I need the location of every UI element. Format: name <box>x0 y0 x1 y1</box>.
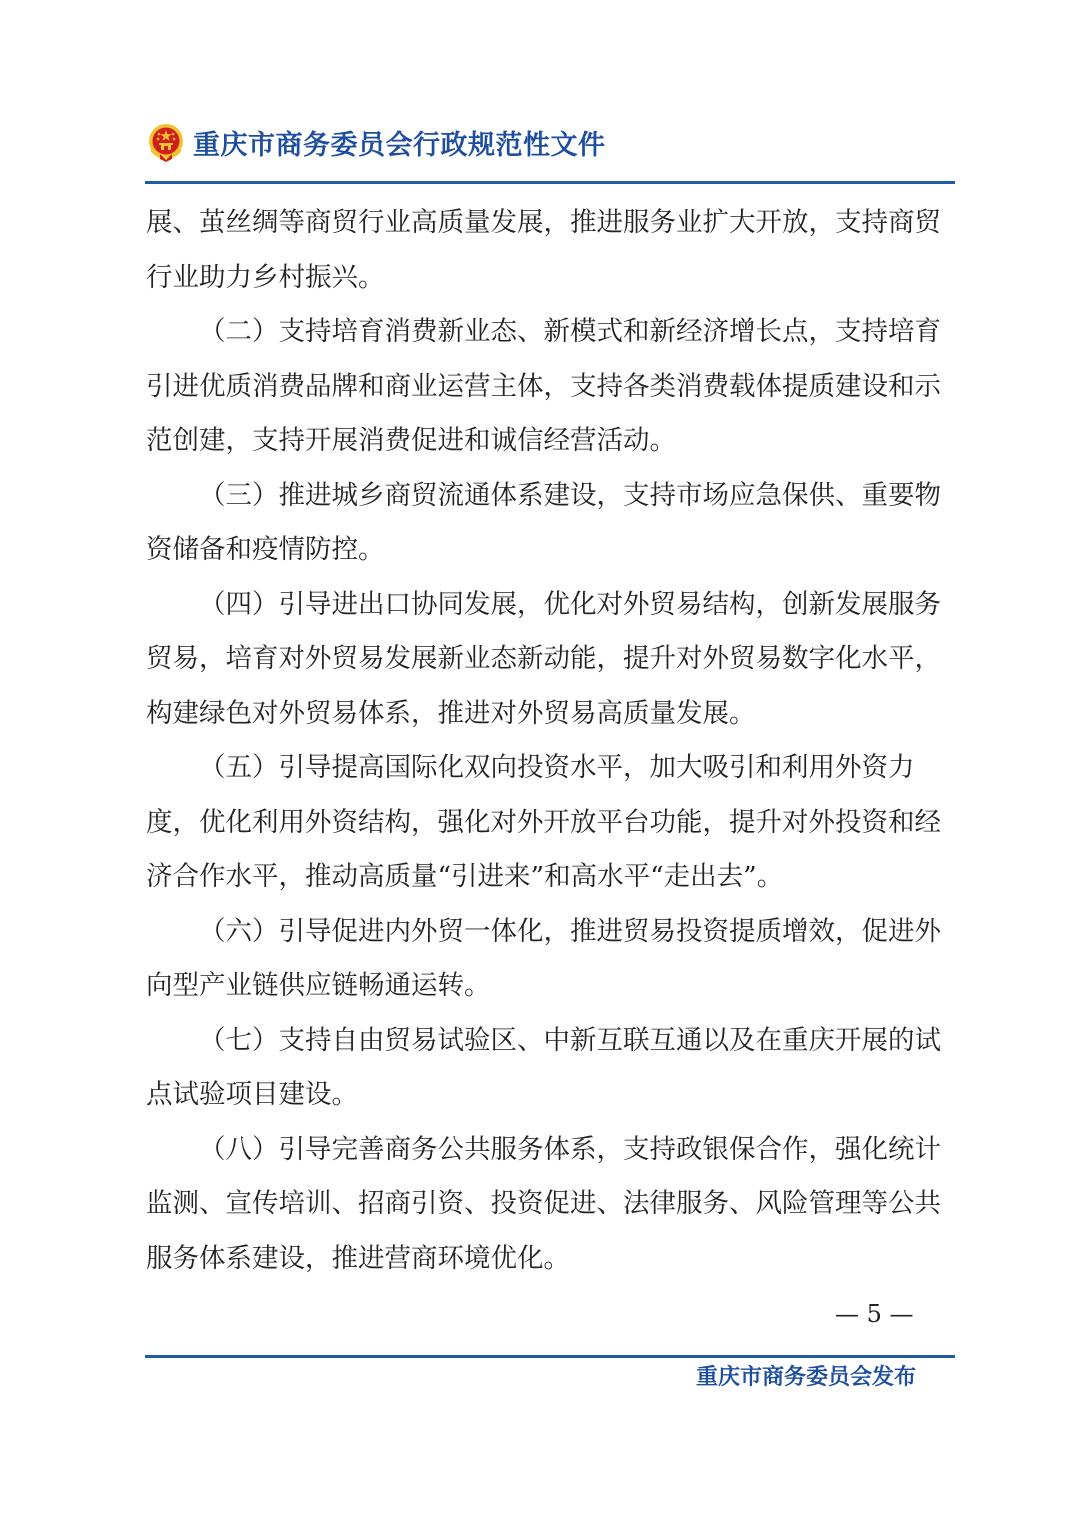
body-paragraph: （七）支持自由贸易试验区、中新互联互通以及在重庆开展的试点试验项目建设。 <box>146 1024 941 1110</box>
body-paragraph: （四）引导进出口协同发展，优化对外贸易结构，创新发展服务贸易，培育对外贸易发展新业态新动能，提升对外贸易数字化水平，构建绿色对外贸易体系，推进对外贸易高质量发展。 <box>146 588 941 729</box>
body-paragraph: （六）引导促进内外贸一体化，推进贸易投资提质增效，促进外向型产业链供应链畅通运转。 <box>146 915 941 1001</box>
document-body <box>146 196 946 1286</box>
body-paragraph: （三）推进城乡商贸流通体系建设，支持市场应急保供、重要物资储备和疫情防控。 <box>146 479 941 565</box>
national-emblem-icon <box>145 121 187 163</box>
body-paragraph: （八）引导完善商务公共服务体系，支持政银保合作，强化统计监测、宣传培训、招商引资、投资促进、法律服务、风险管理等公共服务体系建设，推进营商环境优化。 <box>146 1133 941 1274</box>
footer-publisher: 重庆市商务委员会发布 <box>695 1365 916 1390</box>
header-divider <box>145 181 955 184</box>
body-paragraph: （二）支持培育消费新业态、新模式和新经济增长点，支持培育引进优质消费品牌和商业运营主体，支持各类消费载体提质建设和示范创建，支持开展消费促进和诚信经营活动。 <box>146 316 941 456</box>
document-header <box>145 118 606 166</box>
page-number: — 5 — <box>835 1300 914 1328</box>
body-paragraph: 展、茧丝绸等商贸行业高质量发展，推进服务业扩大开放，支持商贸行业助力乡村振兴。 <box>146 207 941 293</box>
footer-divider <box>145 1355 955 1358</box>
document-header-title: 重庆市商务委员会行政规范性文件 <box>193 129 606 161</box>
body-paragraph: （五）引导提高国际化双向投资水平，加大吸引和利用外资力度，优化利用外资结构，强化对外开放平台功能，提升对外投资和经济合作水平，推动高质量“引进来”和高水平“走出去”。 <box>146 752 941 892</box>
